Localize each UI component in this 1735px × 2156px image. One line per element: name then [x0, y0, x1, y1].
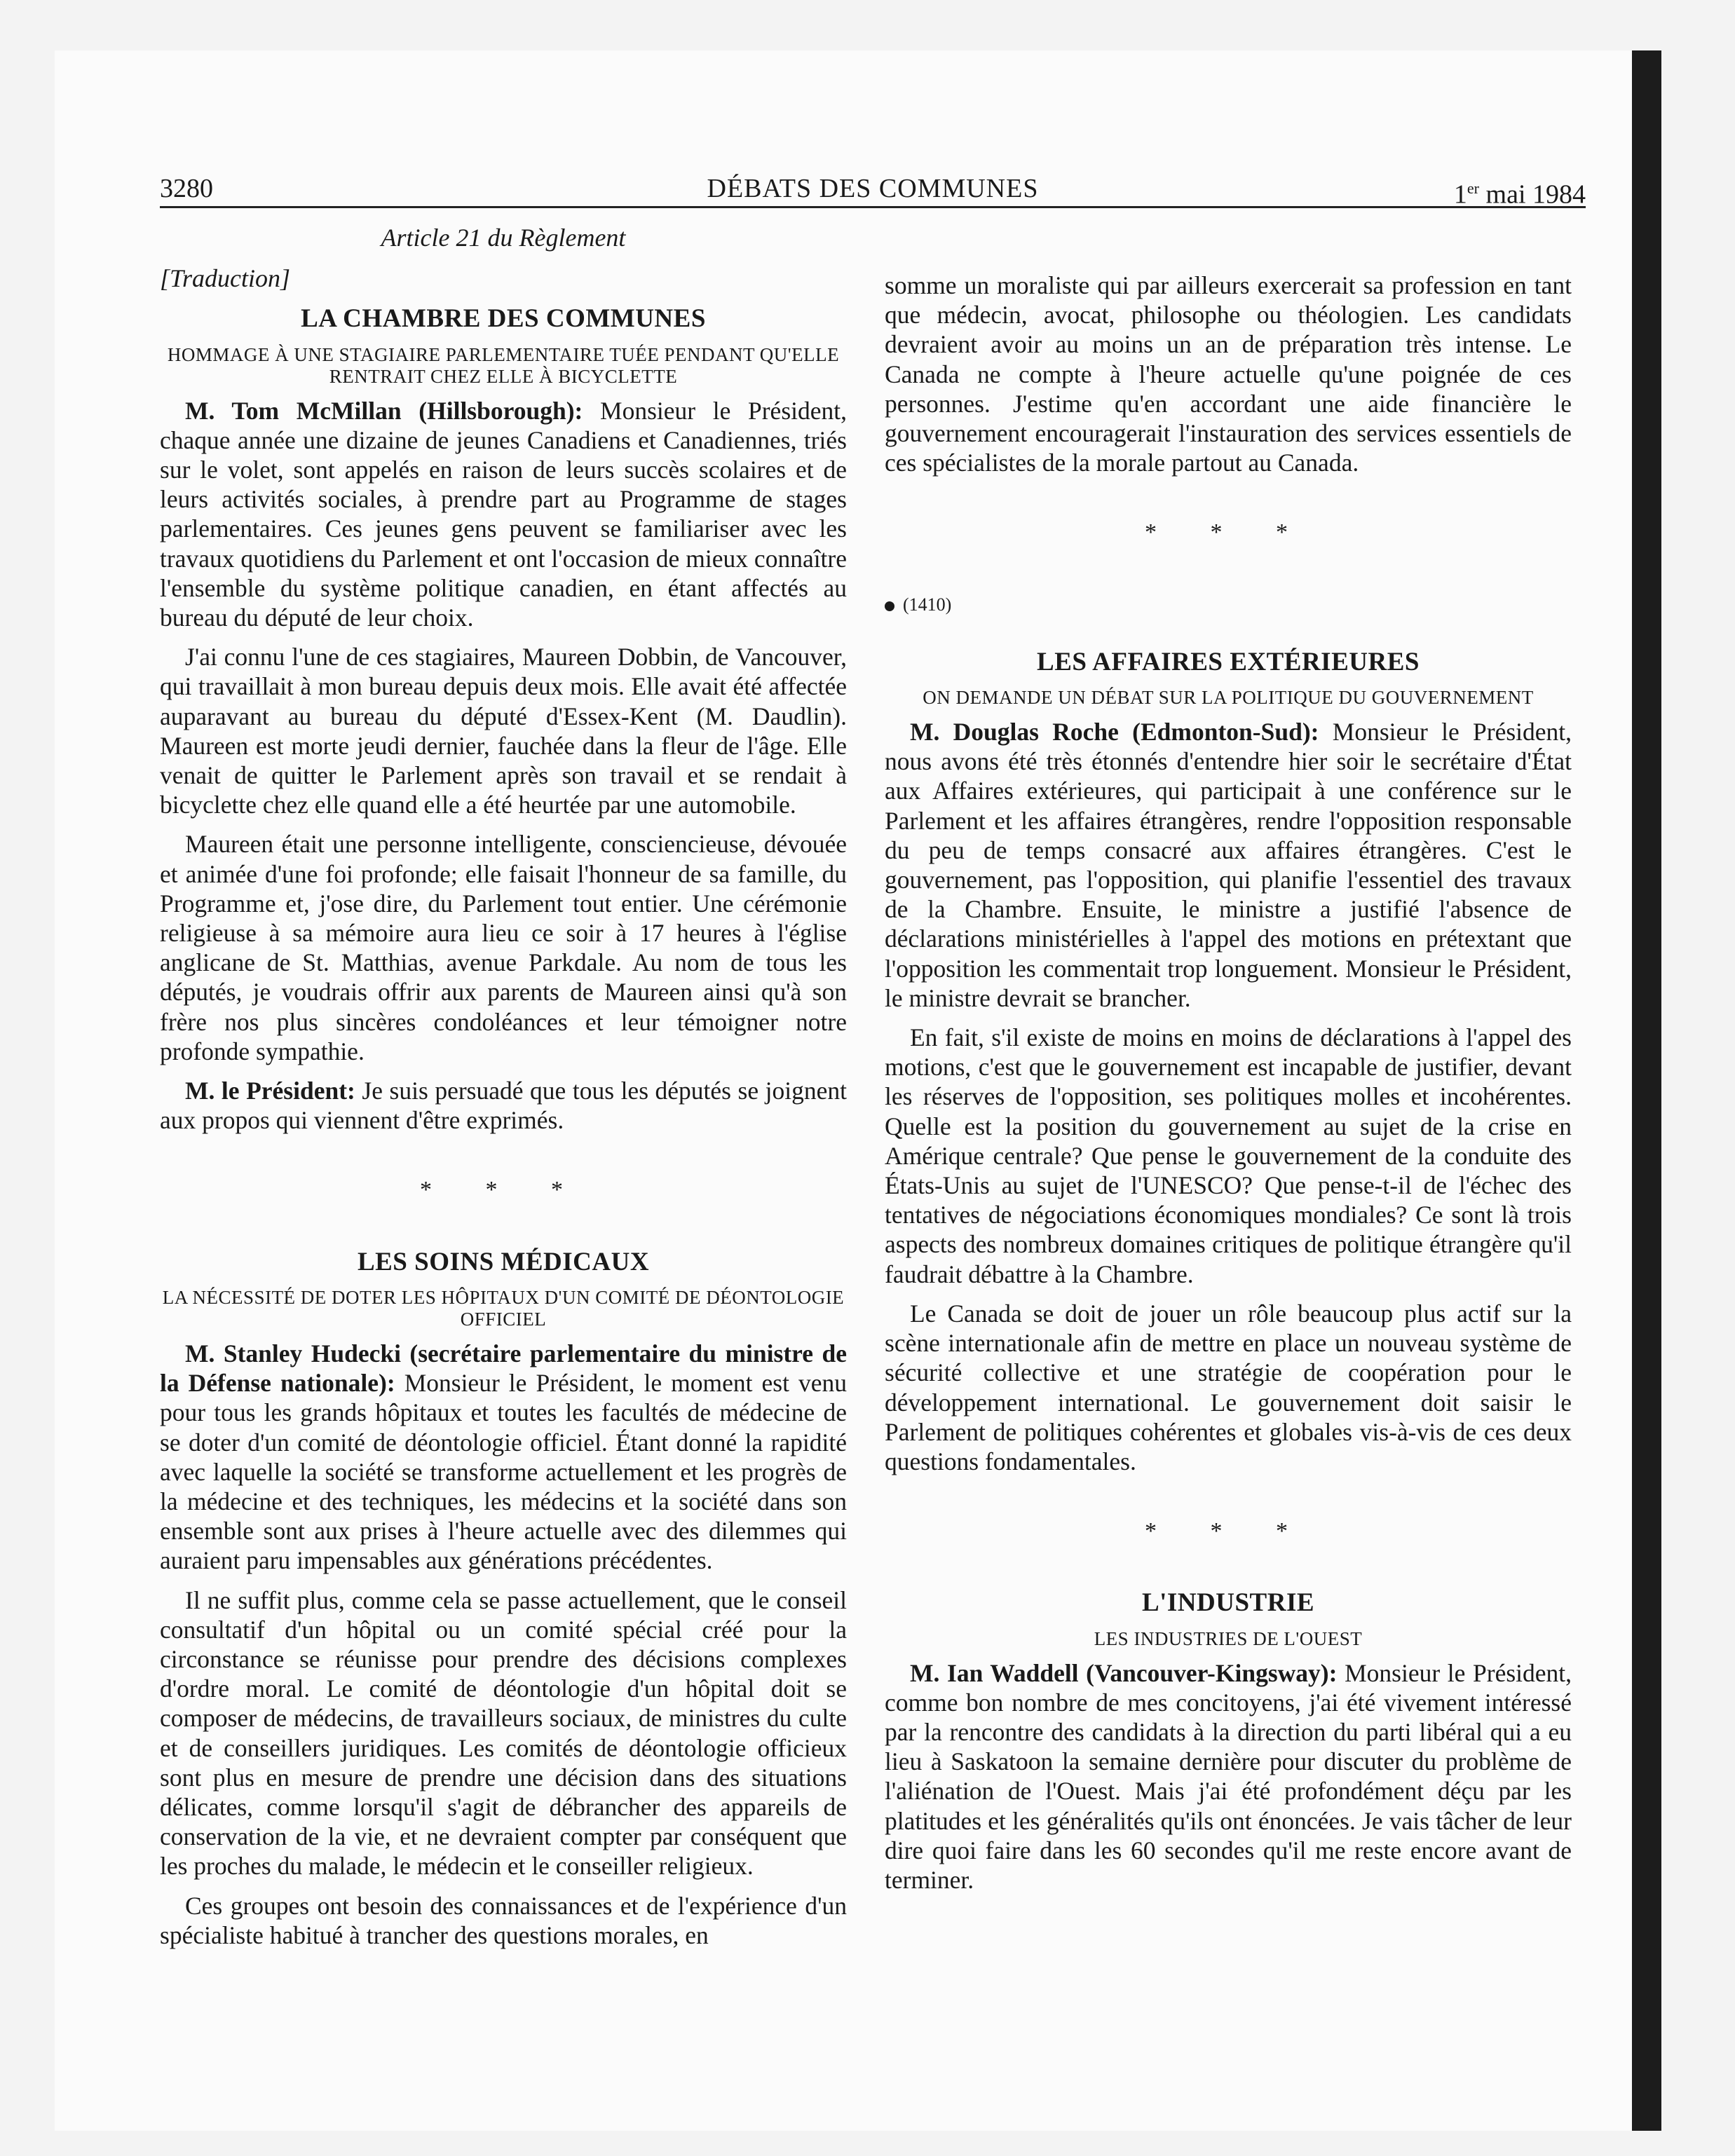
page-header — [160, 171, 1586, 208]
section-separator: * * * — [1145, 519, 1312, 546]
paragraph: En fait, s'il existe de moins en moins de déclarations à l'appel des motions, c'est que le gouvernement est incapable de justifier, devant les réserves de l'opposition, ses politiques molles et incohérentes. Quelle est la position du gouvernement au sujet de la crise en Amérique centrale? Que pense le gouvernement de la conduite des États-Unis au sujet de l'UNESCO? Que pense-t-il de l'échec des tentatives de négociations économiques mondiales? Ce sont là trois aspects des nombreux domaines critiques de politique étrangère qu'il faudrait débattre à la Chambre. — [885, 1023, 1572, 1288]
paragraph: Le Canada se doit de jouer un rôle beaucoup plus actif sur la scène internationale afin de mettre en place un nouveau système de sécurité collective et une stratégie de coopération pour le développement international. Le gouvernement doit saisir le Parlement de politiques cohérentes et globales vis-à-vis de ces deux questions fondamentales. — [885, 1299, 1572, 1475]
section-title: LA CHAMBRE DES COMMUNES — [301, 304, 706, 334]
paragraph: Maureen était une personne intelligente, consciencieuse, dévouée et animée d'une foi profonde; elle faisait l'honneur de sa famille, du Programme et, j'ose dire, du Parlement tout entier. Une cérémonie religieuse à sa mémoire aura lieu ce soir à 17 heures à l'église anglicane de St. Matthias, avenue Parkdale. Au nom de tous les députés, je voudrais offrir aux parents de Maureen ainsi qu'à son frère nos plus sincères condoléances et leur témoigner notre profonde sympathie. — [160, 830, 847, 1065]
paragraph: M. Douglas Roche (Edmonton-Sud): Monsieur le Président, nous avons été très étonnés d'entendre hier soir le secrétaire d'État aux Affaires extérieures, qui participait à une conférence sur le Parlement et les affaires étrangères, rendre l'opposition responsable du peu de temps consacré aux affaires étrangères. C'est le gouvernement, pas l'opposition, qui planifie l'essentiel des travaux de la Chambre. Ensuite, le ministre a justifié l'absence de déclarations ministérielles à l'appel des motions en prétextant que l'opposition les commentait trop longuement. Monsieur le Président, le ministre devrait se brancher. — [885, 718, 1572, 1012]
section-title: LES SOINS MÉDICAUX — [357, 1247, 650, 1276]
paragraph: M. le Président: Je suis persuadé que tous les députés se joignent aux propos qui viennent d'être exprimés. — [160, 1077, 848, 1135]
right-column — [885, 271, 1572, 1904]
scan-edge — [1632, 50, 1661, 2131]
paragraph: M. Ian Waddell (Vancouver-Kingsway): Monsieur le Président, comme bon nombre de mes concitoyens, j'ai été vivement intéressé par la rencontre des candidats à la direction du parti libéral qui a eu lieu à Saskatoon la semaine dernière pour discuter du problème de l'aliénation de l'Ouest. Mais j'ai été profondément déçu par les platitudes et les généralités qu'ils ont énoncées. Je vais tâcher de leur dire quoi faire dans les 60 secondes qu'il me reste encore avant de terminer. — [885, 1658, 1572, 1894]
page-date: 1er mai 1984 — [1453, 179, 1586, 210]
section-separator: * * * — [420, 1177, 587, 1203]
journal-title: DÉBATS DES COMMUNES — [707, 174, 1039, 203]
section-title: L'INDUSTRIE — [1141, 1588, 1315, 1618]
paragraph: Il ne suffit plus, comme cela se passe actuellement, que le conseil consultatif d'un hôpital ou un comité spécial créé pour la circonstance se réunisse pour prendre des décisions complexes d'ordre moral. Le comité de déontologie d'un hôpital doit se composer de médecins, de travailleurs sociaux, de ministres du culte et de conseillers juridiques. Les comités de déontologie officieux sont plus en mesure de prendre une décision dans des situations délicates, comme lorsqu'il s'agit de débrancher des appareils de conservation de la vie, et ne devraient compter par conséquent que les proches du malade, le médecin et le conseiller religieux. — [160, 1585, 847, 1881]
paragraph: J'ai connu l'une de ces stagiaires, Maureen Dobbin, de Vancouver, qui travaillait à mon bureau depuis deux mois. Elle avait été affectée auparavant au bureau du député d'Essex-Kent (M. Daudlin). Maureen est morte jeudi dernier, fauchée dans la fleur de l'âge. Elle venait de quitter le Parlement après son travail et se rendait à bicyclette chez elle quand elle a été heurtée par une automobile. — [160, 643, 847, 819]
section-subtitle: LES INDUSTRIES DE L'OUEST — [1094, 1628, 1363, 1649]
article-label: Article 21 du Règlement — [381, 224, 626, 252]
paragraph: M. Tom McMillan (Hillsborough): Monsieur le Président, chaque année une dizaine de jeunes Canadiens et Canadiennes, triés sur le volet, sont appelés en raison de leurs succès scolaires et de leurs activités sociales, à prendre part au Programme de stages parlementaires. Ces jeunes gens peuvent se familiariser avec les travaux quotidiens du Parlement et ont l'occasion de mieux connaître l'ensemble du système politique canadien, en étant affectés au bureau du député de leur choix. — [160, 396, 847, 632]
time-marker: (1410) — [885, 590, 1572, 620]
speaker-name: M. Douglas Roche (Edmonton-Sud): — [910, 718, 1319, 746]
page-number: 3280 — [160, 174, 213, 203]
section-subtitle: LA NÉCESSITÉ DE DOTER LES HÔPITAUX D'UN COMITÉ DE DÉONTOLOGIE OFFICIEL — [162, 1286, 845, 1330]
speaker-name: M. Ian Waddell (Vancouver-Kingsway): — [910, 1658, 1338, 1687]
speaker-name: M. Stanley Hudecki (secrétaire parlementaire du ministre de la Défense nationale): — [160, 1339, 847, 1398]
paragraph: somme un moraliste qui par ailleurs exercerait sa profession en tant que médecin, avocat, philosophe ou théologien. Les candidats devraient avoir au moins un an de préparation très intense. Le Canada ne compte à l'heure actuelle qu'une poignée de ces personnes. J'estime qu'en accordant une aide financière le gouvernement encouragerait l'instauration des services essentiels de ces spécialistes de la morale partout au Canada. — [885, 271, 1572, 477]
bullet-icon — [885, 601, 894, 611]
translation-label: [Traduction] — [160, 264, 291, 293]
paragraph: M. Stanley Hudecki (secrétaire parlementaire du ministre de la Défense nationale): Monsieur le Président, le moment est venu pour tous les grands hôpitaux et toutes les facultés de médecine de se doter d'un comité de déontologie officiel. Étant donné la rapidité avec laquelle la société se transforme actuellement et les progrès de la médecine et des techniques, les médecins et la société dans son ensemble sont aux prises à l'heure actuelle avec des dilemmes qui auraient paru impensables aux générations précédentes. — [160, 1339, 847, 1575]
speaker-name: M. le Président: — [185, 1077, 355, 1105]
section-subtitle: ON DEMANDE UN DÉBAT SUR LA POLITIQUE DU GOUVERNEMENT — [923, 687, 1534, 709]
speaker-name: M. Tom McMillan (Hillsborough): — [185, 396, 583, 425]
section-subtitle: HOMMAGE À UNE STAGIAIRE PARLEMENTAIRE TUÉE PENDANT QU'ELLE RENTRAIT CHEZ ELLE À BICYCLETTE — [167, 343, 840, 387]
section-title: LES AFFAIRES EXTÉRIEURES — [1037, 647, 1420, 676]
section-separator: * * * — [1145, 1518, 1312, 1545]
paragraph: Ces groupes ont besoin des connaissances et de l'expérience d'un spécialiste habitué à trancher des questions morales, en — [160, 1891, 847, 1949]
left-column — [160, 223, 847, 1960]
